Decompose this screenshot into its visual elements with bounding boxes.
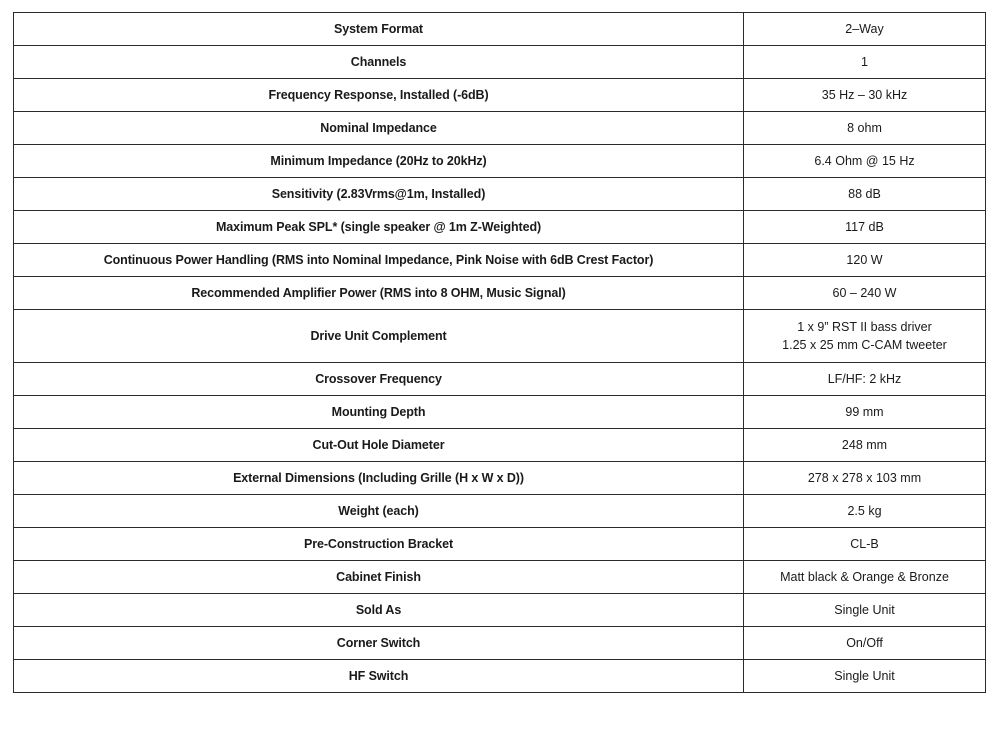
spec-value <box>744 561 986 594</box>
spec-value <box>744 13 986 46</box>
spec-label: System Format <box>14 13 744 46</box>
spec-value-line: On/Off <box>846 636 883 650</box>
spec-label: Nominal Impedance <box>14 112 744 145</box>
spec-label: Cut-Out Hole Diameter <box>14 429 744 462</box>
spec-value-line: 2.5 kg <box>847 504 882 518</box>
spec-value-line: 2–Way <box>845 22 884 36</box>
spec-value <box>744 429 986 462</box>
spec-label: Continuous Power Handling (RMS into Nominal Impedance, Pink Noise with 6dB Crest Factor) <box>14 244 744 277</box>
spec-row <box>14 277 986 310</box>
spec-value <box>744 594 986 627</box>
spec-value-line: Matt black & Orange & Bronze <box>780 570 949 584</box>
spec-label: Channels <box>14 46 744 79</box>
spec-value-line: 248 mm <box>841 438 888 452</box>
spec-value-line: 278 x 278 x 103 mm <box>807 471 922 485</box>
spec-label: Corner Switch <box>14 627 744 660</box>
spec-label: Sold As <box>14 594 744 627</box>
spec-value-line: 8 ohm <box>847 121 882 135</box>
spec-label: Drive Unit Complement <box>14 310 744 363</box>
spec-value <box>744 528 986 561</box>
spec-label: Frequency Response, Installed (-6dB) <box>14 79 744 112</box>
spec-row <box>14 112 986 145</box>
spec-value <box>744 79 986 112</box>
spec-value-line: 1.25 x 25 mm C-CAM tweeter <box>782 338 947 352</box>
spec-value-line: 120 W <box>846 253 883 267</box>
spec-value <box>744 627 986 660</box>
spec-value <box>744 396 986 429</box>
spec-table <box>13 12 986 693</box>
spec-value-line: Single Unit <box>834 669 895 683</box>
spec-label: Sensitivity (2.83Vrms@1m, Installed) <box>14 178 744 211</box>
spec-row <box>14 211 986 244</box>
spec-row <box>14 79 986 112</box>
spec-value-line: Single Unit <box>834 603 895 617</box>
spec-table-body <box>14 13 986 693</box>
spec-row <box>14 145 986 178</box>
spec-row <box>14 244 986 277</box>
spec-value-line: 99 mm <box>845 405 884 419</box>
spec-row <box>14 495 986 528</box>
spec-row <box>14 310 986 363</box>
spec-value <box>744 46 986 79</box>
spec-value-line: 6.4 Ohm @ 15 Hz <box>814 154 915 168</box>
spec-label: Maximum Peak SPL* (single speaker @ 1m Z-Weighted) <box>14 211 744 244</box>
spec-value <box>744 462 986 495</box>
spec-label: Cabinet Finish <box>14 561 744 594</box>
spec-label: HF Switch <box>14 660 744 693</box>
spec-value <box>744 363 986 396</box>
spec-row <box>14 178 986 211</box>
spec-value <box>744 244 986 277</box>
spec-value-line: 1 x 9” RST II bass driver <box>797 320 932 334</box>
spec-value-line: 60 – 240 W <box>832 286 897 300</box>
spec-label: Mounting Depth <box>14 396 744 429</box>
spec-row <box>14 660 986 693</box>
spec-value <box>744 310 986 363</box>
spec-value <box>744 495 986 528</box>
spec-row <box>14 46 986 79</box>
spec-row <box>14 396 986 429</box>
spec-value-line: 117 dB <box>845 220 884 234</box>
spec-label: Crossover Frequency <box>14 363 744 396</box>
spec-value-line: LF/HF: 2 kHz <box>827 372 902 386</box>
spec-value <box>744 660 986 693</box>
spec-value <box>744 211 986 244</box>
spec-value-line: CL-B <box>850 537 879 551</box>
spec-value-line: 35 Hz – 30 kHz <box>821 88 908 102</box>
spec-label: Weight (each) <box>14 495 744 528</box>
spec-row <box>14 13 986 46</box>
spec-label: Minimum Impedance (20Hz to 20kHz) <box>14 145 744 178</box>
spec-label: External Dimensions (Including Grille (H x W x D)) <box>14 462 744 495</box>
spec-row <box>14 594 986 627</box>
spec-row <box>14 429 986 462</box>
spec-value <box>744 277 986 310</box>
spec-value-line: 88 dB <box>848 187 881 201</box>
spec-value <box>744 112 986 145</box>
spec-row <box>14 627 986 660</box>
spec-row <box>14 561 986 594</box>
spec-row <box>14 528 986 561</box>
spec-label: Pre-Construction Bracket <box>14 528 744 561</box>
spec-row <box>14 462 986 495</box>
spec-label: Recommended Amplifier Power (RMS into 8 OHM, Music Signal) <box>14 277 744 310</box>
spec-value <box>744 178 986 211</box>
spec-row <box>14 363 986 396</box>
spec-value <box>744 145 986 178</box>
spec-value-line: 1 <box>861 55 868 69</box>
